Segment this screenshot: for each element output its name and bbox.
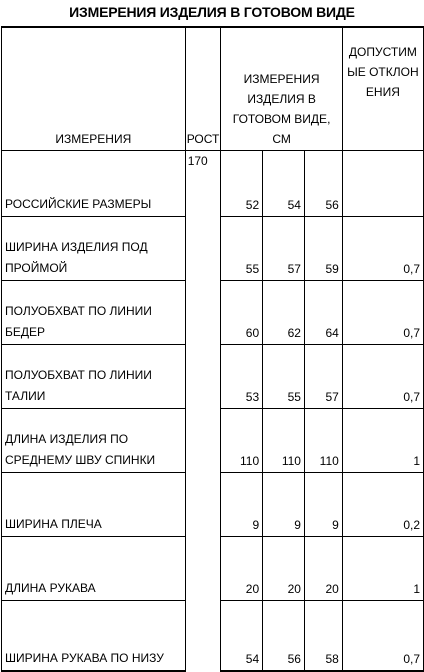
rost-cell — [185, 216, 221, 280]
measurement-name: ДЛИНА ИЗДЕЛИЯ ПО СРЕДНЕМУ ШВУ СПИНКИ — [2, 408, 186, 472]
size-value: 20 — [304, 536, 342, 600]
size-value: 57 — [263, 216, 305, 280]
size-value: 110 — [304, 408, 342, 472]
rost-cell — [185, 600, 221, 671]
size-value: 53 — [221, 344, 263, 408]
size-value: 54 — [221, 600, 263, 671]
size-value: 110 — [263, 408, 305, 472]
rost-cell: 170 — [185, 151, 221, 217]
size-value: 20 — [263, 536, 305, 600]
size-value: 54 — [263, 151, 305, 217]
tolerance-value: 1 — [342, 536, 423, 600]
tolerance-value: 0,7 — [342, 280, 423, 344]
size-value: 9 — [304, 472, 342, 536]
tolerance-value: 0,7 — [342, 344, 423, 408]
header-tolerance: ДОПУСТИМЫЕ ОТКЛОНЕНИЯ — [342, 27, 423, 151]
table-row — [2, 600, 424, 671]
measurement-name: ШИРИНА РУКАВА ПО НИЗУ — [2, 600, 186, 671]
size-value: 59 — [304, 216, 342, 280]
size-value: 55 — [263, 344, 305, 408]
measurement-name: ШИРИНА ПЛЕЧА — [2, 472, 186, 536]
tolerance-value: 0,7 — [342, 600, 423, 671]
size-value: 56 — [263, 600, 305, 671]
table-row — [2, 151, 424, 217]
rost-cell — [185, 344, 221, 408]
size-value: 20 — [221, 536, 263, 600]
measurement-name: ПОЛУОБХВАТ ПО ЛИНИИ БЕДЕР — [2, 280, 186, 344]
header-measure: ИЗМЕРЕНИЯ — [2, 27, 186, 151]
header-rost: РОСТ — [185, 27, 221, 151]
table-row — [2, 344, 424, 408]
measurements-table — [1, 26, 424, 672]
size-value: 52 — [221, 151, 263, 217]
size-value: 58 — [304, 600, 342, 671]
size-value: 60 — [221, 280, 263, 344]
tolerance-value: 0,2 — [342, 472, 423, 536]
size-value: 62 — [263, 280, 305, 344]
size-value: 56 — [304, 151, 342, 217]
measurement-name: ПОЛУОБХВАТ ПО ЛИНИИ ТАЛИИ — [2, 344, 186, 408]
table-row — [2, 408, 424, 472]
header-row — [2, 27, 424, 151]
measurement-name: РОССИЙСКИЕ РАЗМЕРЫ — [2, 151, 186, 217]
rost-cell — [185, 408, 221, 472]
size-value: 9 — [221, 472, 263, 536]
measurement-name: ДЛИНА РУКАВА — [2, 536, 186, 600]
table-row — [2, 280, 424, 344]
table-row — [2, 536, 424, 600]
size-value: 64 — [304, 280, 342, 344]
table-row — [2, 472, 424, 536]
size-value: 57 — [304, 344, 342, 408]
tolerance-value: 1 — [342, 408, 423, 472]
measurement-name: ШИРИНА ИЗДЕЛИЯ ПОД ПРОЙМОЙ — [2, 216, 186, 280]
tolerance-value — [342, 151, 423, 217]
tolerance-value: 0,7 — [342, 216, 423, 280]
header-finished: ИЗМЕРЕНИЯ ИЗДЕЛИЯ В ГОТОВОМ ВИДЕ, СМ — [221, 27, 342, 151]
rost-cell — [185, 536, 221, 600]
size-value: 110 — [221, 408, 263, 472]
page-title: ИЗМЕРЕНИЯ ИЗДЕЛИЯ В ГОТОВОМ ВИДЕ — [69, 4, 355, 20]
size-value: 55 — [221, 216, 263, 280]
table-row — [2, 216, 424, 280]
rost-cell — [185, 472, 221, 536]
rost-cell — [185, 280, 221, 344]
size-value: 9 — [263, 472, 305, 536]
